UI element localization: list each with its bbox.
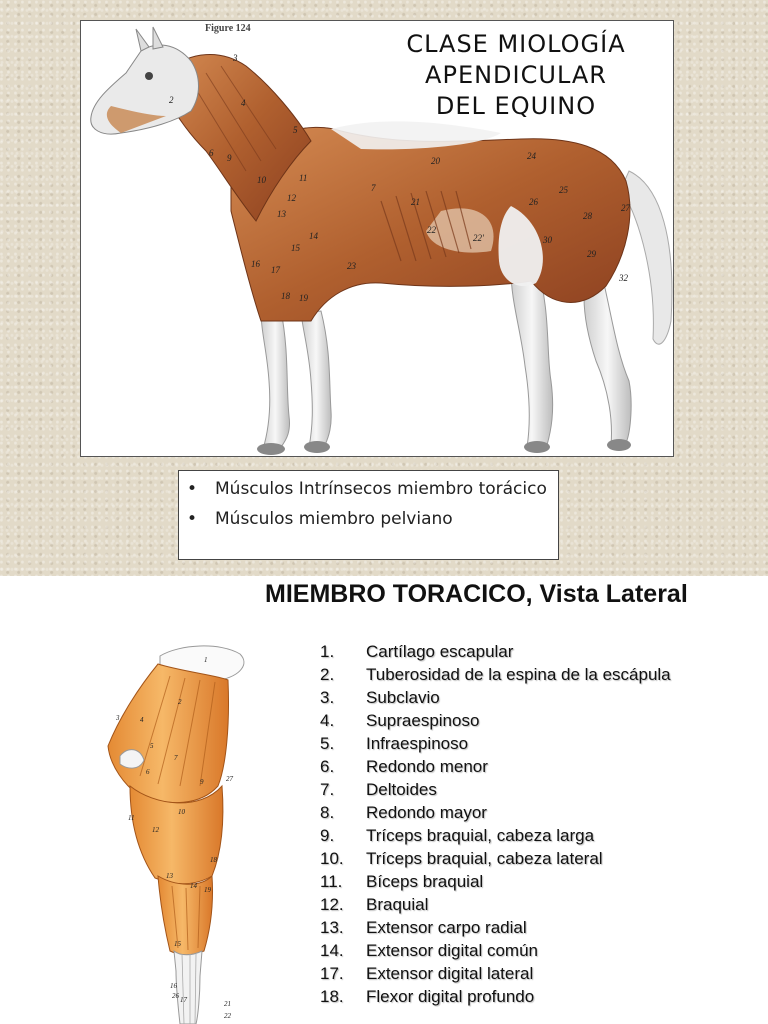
horse-label: 21 [411, 197, 420, 207]
limb-label: 17 [180, 996, 187, 1004]
horse-label: 2 [169, 95, 174, 105]
muscle-number: 6. [320, 757, 335, 776]
muscle-name: Supraespinoso [366, 711, 480, 730]
horse-label: 9 [227, 153, 232, 163]
muscle-item [320, 939, 760, 962]
horse-label: 3 [233, 53, 238, 63]
limb-label: 14 [190, 882, 197, 890]
horse-label: 28 [583, 211, 592, 221]
horse-label: 14 [309, 231, 318, 241]
limb-label: 10 [178, 808, 185, 816]
limb-label: 7 [174, 754, 178, 762]
scapula-region [108, 664, 229, 803]
slide-title-line: CLASE MIOLOGÍA [406, 30, 626, 58]
muscle-number: 9. [320, 826, 335, 845]
muscle-name: Subclavio [366, 688, 440, 707]
muscle-number: 18. [320, 987, 344, 1006]
horse-label: 25 [559, 185, 568, 195]
horse-label: 7 [371, 183, 376, 193]
muscle-name: Redondo mayor [366, 803, 487, 822]
muscle-item [320, 755, 760, 778]
muscle-number: 4. [320, 711, 335, 730]
muscle-number: 2. [320, 665, 335, 684]
horse-label: 22' [473, 233, 484, 243]
limb-label: 22 [224, 1012, 231, 1020]
muscle-item [320, 801, 760, 824]
muscle-name: Flexor digital profundo [366, 987, 535, 1006]
muscle-item [320, 985, 760, 1008]
horse-fore-leg-far [301, 311, 331, 447]
slide-title-line: APENDICULAR [425, 61, 607, 89]
slide-title [381, 29, 651, 122]
horse-label: 29 [587, 249, 596, 259]
muscle-name: Tuberosidad de la espina de la escápula [366, 665, 671, 684]
topic-text: Músculos Intrínsecos miembro torácico [215, 479, 547, 499]
muscle-item [320, 962, 760, 985]
muscle-name: Cartílago escapular [366, 642, 514, 661]
muscle-name: Extensor carpo radial [366, 918, 527, 937]
muscle-item [320, 709, 760, 732]
limb-label: 11 [128, 814, 135, 822]
muscle-number: 14. [320, 941, 344, 960]
limb-label: 13 [166, 872, 173, 880]
limb-label: 5 [150, 742, 154, 750]
topic-item [185, 507, 550, 531]
slide-2 [0, 576, 768, 1024]
muscle-number: 13. [320, 918, 344, 937]
horse-label: 13 [277, 209, 286, 219]
muscle-name: Extensor digital lateral [366, 964, 534, 983]
horse-label: 17 [271, 265, 280, 275]
muscle-name: Extensor digital común [366, 941, 538, 960]
limb-label: 6 [146, 768, 150, 776]
topic-item [185, 477, 550, 501]
muscle-item [320, 824, 760, 847]
horse-label: 24 [527, 151, 536, 161]
limb-label: 21 [224, 1000, 231, 1008]
limb-label: 26 [172, 992, 179, 1000]
muscle-item [320, 870, 760, 893]
muscle-number: 10. [320, 849, 344, 868]
muscle-list [320, 640, 760, 1008]
topics-box [178, 470, 559, 560]
muscle-number: 12. [320, 895, 344, 914]
muscle-number: 8. [320, 803, 335, 822]
limb-label: 19 [204, 886, 211, 894]
muscle-item [320, 893, 760, 916]
horse-label: 15 [291, 243, 300, 253]
horse-label: 11 [299, 173, 308, 183]
muscle-item [320, 686, 760, 709]
muscle-name: Tríceps braquial, cabeza larga [366, 826, 595, 845]
horse-fore-leg-near [261, 311, 290, 449]
muscle-name: Bíceps braquial [366, 872, 484, 891]
muscle-number: 7. [320, 780, 335, 799]
horse-label: 18 [281, 291, 290, 301]
muscle-item [320, 732, 760, 755]
horse-figure-frame [80, 20, 674, 457]
horse-label: 19 [299, 293, 308, 303]
horse-label: 20 [431, 156, 440, 166]
horse-label: 27 [621, 203, 630, 213]
limb-label: 1 [204, 656, 208, 664]
muscle-item [320, 663, 760, 686]
horse-label: 32 [619, 273, 628, 283]
muscle-name: Braquial [366, 895, 429, 914]
muscle-name: Redondo menor [366, 757, 488, 776]
limb-label: 15 [174, 940, 181, 948]
horse-label: 4 [241, 98, 246, 108]
limb-label: 12 [152, 826, 159, 834]
muscle-name: Infraespinoso [366, 734, 469, 753]
limb-label: 4 [140, 716, 144, 724]
muscle-number: 11. [320, 872, 343, 891]
muscle-number: 3. [320, 688, 335, 707]
horse-label: 5 [293, 125, 298, 135]
muscle-number: 1. [320, 642, 335, 661]
thoracic-limb-illustration [100, 636, 270, 1024]
muscle-item [320, 916, 760, 939]
muscle-number: 17. [320, 964, 344, 983]
limb-label: 3 [116, 714, 120, 722]
horse-label: 6 [209, 148, 214, 158]
muscle-number: 5. [320, 734, 335, 753]
horse-label: 16 [251, 259, 260, 269]
limb-label: 2 [178, 698, 182, 706]
bullet-icon: • [187, 479, 198, 499]
slide-title-line: DEL EQUINO [435, 92, 597, 120]
horse-label: 12 [287, 193, 296, 203]
muscle-item [320, 847, 760, 870]
muscle-name: Tríceps braquial, cabeza lateral [366, 849, 603, 868]
horse-label: 22 [427, 225, 436, 235]
limb-label: 27 [226, 775, 233, 783]
limb-label: 16 [170, 982, 177, 990]
horse-label: 26 [529, 197, 538, 207]
figure-caption: Figure 124 [205, 23, 251, 34]
muscle-name: Deltoides [366, 780, 437, 799]
muscle-item [320, 778, 760, 801]
topic-text: Músculos miembro pelviano [215, 509, 453, 529]
horse-label: 10 [257, 175, 266, 185]
slide-2-title: MIEMBRO TORACICO, Vista Lateral [265, 580, 688, 608]
horse-label: 23 [347, 261, 356, 271]
limb-label: 18 [210, 856, 217, 864]
muscle-item [320, 640, 760, 663]
horse-label: 30 [543, 235, 552, 245]
limb-label: 9 [200, 778, 204, 786]
distal-limb [174, 951, 202, 1024]
bullet-icon: • [187, 509, 198, 529]
